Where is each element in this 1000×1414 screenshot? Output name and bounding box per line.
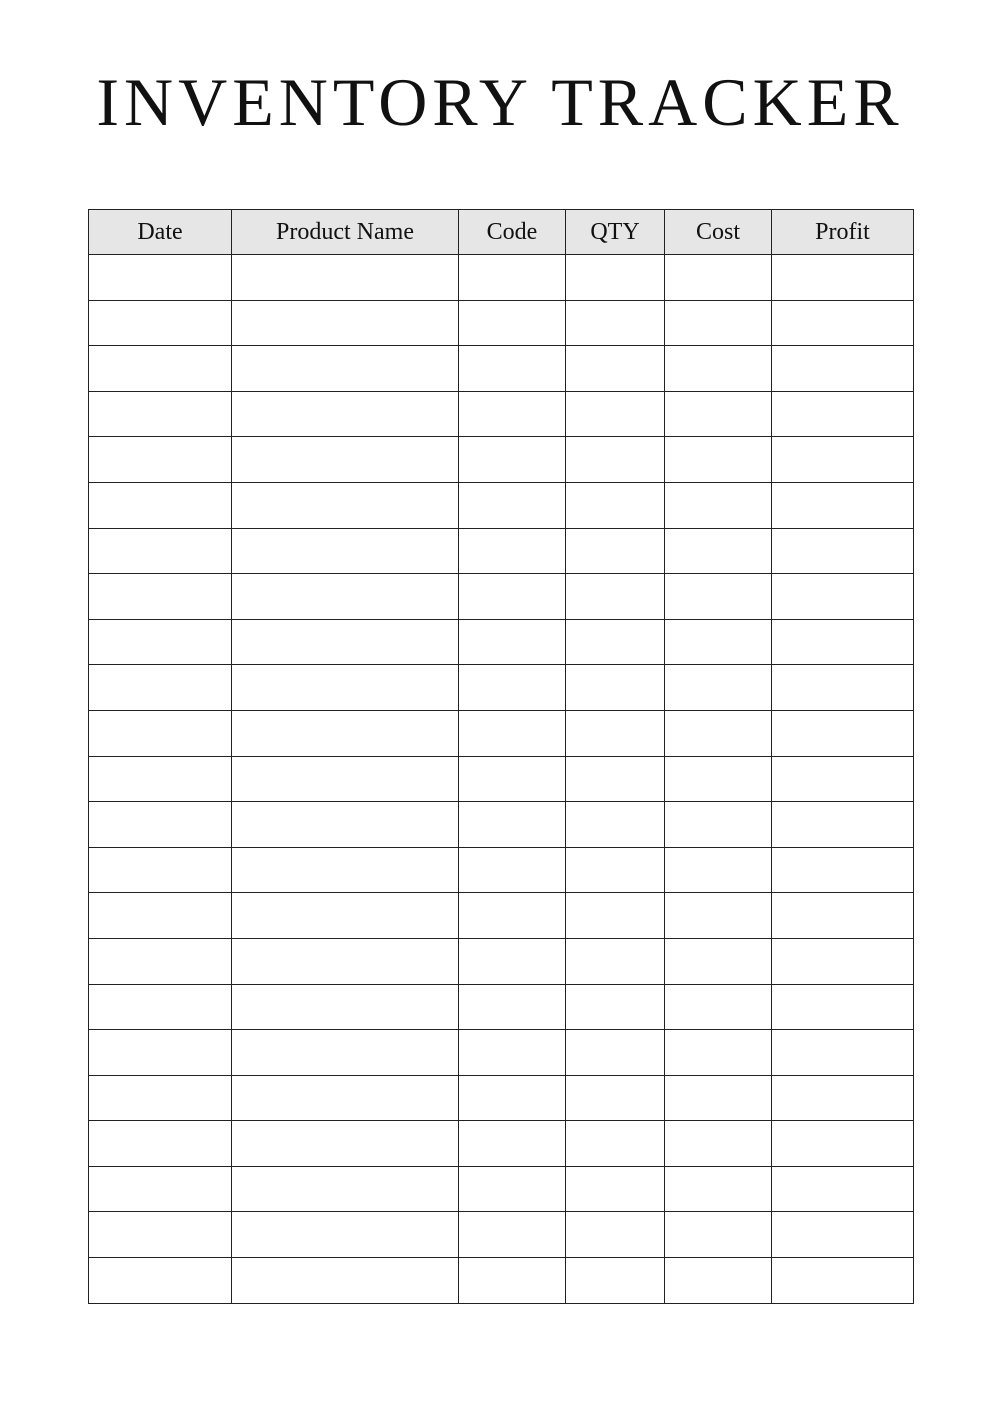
table-cell-code[interactable]: [459, 300, 566, 346]
table-cell-profit[interactable]: [772, 1212, 914, 1258]
table-cell-profit[interactable]: [772, 1030, 914, 1076]
table-row: [89, 255, 914, 301]
table-cell-date[interactable]: [89, 619, 232, 665]
table-row: [89, 1075, 914, 1121]
table-cell-product-name[interactable]: [232, 1121, 459, 1167]
table-cell-cost[interactable]: [665, 984, 772, 1030]
table-cell-date[interactable]: [89, 300, 232, 346]
column-header-product-name: Product Name: [232, 210, 459, 255]
table-cell-qty[interactable]: [566, 1121, 665, 1167]
table-row: [89, 437, 914, 483]
table-cell-code[interactable]: [459, 1166, 566, 1212]
table-cell-code[interactable]: [459, 528, 566, 574]
table-cell-product-name[interactable]: [232, 1212, 459, 1258]
table-row: [89, 938, 914, 984]
table-cell-date[interactable]: [89, 1030, 232, 1076]
table-cell-code[interactable]: [459, 574, 566, 620]
table-cell-product-name[interactable]: [232, 391, 459, 437]
table-cell-date[interactable]: [89, 665, 232, 711]
table-cell-profit[interactable]: [772, 528, 914, 574]
table-cell-cost[interactable]: [665, 255, 772, 301]
table-cell-profit[interactable]: [772, 756, 914, 802]
table-cell-code[interactable]: [459, 1075, 566, 1121]
table-cell-code[interactable]: [459, 391, 566, 437]
table-cell-product-name[interactable]: [232, 710, 459, 756]
table-cell-cost[interactable]: [665, 847, 772, 893]
table-cell-profit[interactable]: [772, 619, 914, 665]
table-cell-date[interactable]: [89, 391, 232, 437]
table-cell-qty[interactable]: [566, 665, 665, 711]
table-cell-cost[interactable]: [665, 300, 772, 346]
table-cell-cost[interactable]: [665, 1166, 772, 1212]
table-cell-product-name[interactable]: [232, 893, 459, 939]
table-cell-product-name[interactable]: [232, 1166, 459, 1212]
table-row: [89, 1166, 914, 1212]
table-cell-date[interactable]: [89, 255, 232, 301]
table-cell-qty[interactable]: [566, 893, 665, 939]
table-cell-cost[interactable]: [665, 710, 772, 756]
table-cell-product-name[interactable]: [232, 528, 459, 574]
table-cell-profit[interactable]: [772, 346, 914, 392]
table-body: [89, 255, 914, 1304]
table-row: [89, 756, 914, 802]
table-cell-date[interactable]: [89, 984, 232, 1030]
table-cell-profit[interactable]: [772, 300, 914, 346]
table-cell-product-name[interactable]: [232, 847, 459, 893]
table-cell-qty[interactable]: [566, 1075, 665, 1121]
table-cell-date[interactable]: [89, 437, 232, 483]
table-cell-cost[interactable]: [665, 1212, 772, 1258]
table-cell-cost[interactable]: [665, 1258, 772, 1304]
table-cell-code[interactable]: [459, 619, 566, 665]
table-cell-profit[interactable]: [772, 847, 914, 893]
table-cell-profit[interactable]: [772, 574, 914, 620]
table-cell-qty[interactable]: [566, 255, 665, 301]
table-row: [89, 346, 914, 392]
table-cell-code[interactable]: [459, 1212, 566, 1258]
table-cell-cost[interactable]: [665, 802, 772, 848]
table-cell-qty[interactable]: [566, 984, 665, 1030]
table-row: [89, 665, 914, 711]
table-cell-qty[interactable]: [566, 847, 665, 893]
table-cell-cost[interactable]: [665, 1030, 772, 1076]
table-cell-qty[interactable]: [566, 1212, 665, 1258]
table-row: [89, 984, 914, 1030]
column-header-profit: Profit: [772, 210, 914, 255]
table-cell-date[interactable]: [89, 1075, 232, 1121]
table-cell-date[interactable]: [89, 528, 232, 574]
table-cell-product-name[interactable]: [232, 437, 459, 483]
table-cell-qty[interactable]: [566, 528, 665, 574]
table-cell-profit[interactable]: [772, 665, 914, 711]
table-row: [89, 802, 914, 848]
table-cell-qty[interactable]: [566, 437, 665, 483]
table-cell-cost[interactable]: [665, 528, 772, 574]
table-cell-product-name[interactable]: [232, 665, 459, 711]
table-cell-profit[interactable]: [772, 1075, 914, 1121]
table-cell-profit[interactable]: [772, 437, 914, 483]
table-cell-product-name[interactable]: [232, 1075, 459, 1121]
table-cell-profit[interactable]: [772, 984, 914, 1030]
table-cell-cost[interactable]: [665, 893, 772, 939]
table-cell-product-name[interactable]: [232, 346, 459, 392]
table-cell-cost[interactable]: [665, 437, 772, 483]
table-row: [89, 847, 914, 893]
table-cell-cost[interactable]: [665, 574, 772, 620]
table-cell-cost[interactable]: [665, 346, 772, 392]
table-cell-qty[interactable]: [566, 1258, 665, 1304]
table-row: [89, 710, 914, 756]
table-cell-qty[interactable]: [566, 938, 665, 984]
table-cell-qty[interactable]: [566, 802, 665, 848]
table-cell-profit[interactable]: [772, 1121, 914, 1167]
column-header-date: Date: [89, 210, 232, 255]
table-cell-profit[interactable]: [772, 1258, 914, 1304]
table-cell-profit[interactable]: [772, 1166, 914, 1212]
table-cell-cost[interactable]: [665, 482, 772, 528]
table-cell-product-name[interactable]: [232, 938, 459, 984]
table-cell-product-name[interactable]: [232, 300, 459, 346]
table-cell-date[interactable]: [89, 938, 232, 984]
table-cell-date[interactable]: [89, 710, 232, 756]
table-cell-code[interactable]: [459, 1030, 566, 1076]
table-cell-qty[interactable]: [566, 1030, 665, 1076]
table-cell-qty[interactable]: [566, 710, 665, 756]
table-cell-date[interactable]: [89, 756, 232, 802]
table-cell-profit[interactable]: [772, 938, 914, 984]
table-cell-code[interactable]: [459, 665, 566, 711]
table-cell-date[interactable]: [89, 346, 232, 392]
table-cell-date[interactable]: [89, 1258, 232, 1304]
inventory-table: [88, 209, 914, 1304]
table-cell-qty[interactable]: [566, 482, 665, 528]
table-cell-profit[interactable]: [772, 255, 914, 301]
table-cell-code[interactable]: [459, 938, 566, 984]
column-header-code: Code: [459, 210, 566, 255]
table-row: [89, 391, 914, 437]
column-header-cost: Cost: [665, 210, 772, 255]
table-cell-qty[interactable]: [566, 346, 665, 392]
table-row: [89, 574, 914, 620]
table-row: [89, 619, 914, 665]
table-row: [89, 528, 914, 574]
table-cell-qty[interactable]: [566, 300, 665, 346]
table-cell-code[interactable]: [459, 255, 566, 301]
table-header-row: [89, 210, 914, 255]
table-row: [89, 893, 914, 939]
table-cell-code[interactable]: [459, 802, 566, 848]
table-cell-profit[interactable]: [772, 802, 914, 848]
table-cell-date[interactable]: [89, 1121, 232, 1167]
table-cell-code[interactable]: [459, 1258, 566, 1304]
table-cell-cost[interactable]: [665, 391, 772, 437]
table-cell-cost[interactable]: [665, 938, 772, 984]
table-cell-product-name[interactable]: [232, 574, 459, 620]
table-row: [89, 300, 914, 346]
column-header-qty: QTY: [566, 210, 665, 255]
table-cell-date[interactable]: [89, 1212, 232, 1258]
table-cell-date[interactable]: [89, 482, 232, 528]
table-cell-qty[interactable]: [566, 1166, 665, 1212]
table-cell-product-name[interactable]: [232, 1030, 459, 1076]
table-row: [89, 1030, 914, 1076]
table-cell-date[interactable]: [89, 574, 232, 620]
table-cell-date[interactable]: [89, 847, 232, 893]
table-row: [89, 482, 914, 528]
table-row: [89, 1212, 914, 1258]
table-cell-cost[interactable]: [665, 619, 772, 665]
table-row: [89, 1258, 914, 1304]
table-cell-product-name[interactable]: [232, 984, 459, 1030]
table-cell-code[interactable]: [459, 847, 566, 893]
table-cell-code[interactable]: [459, 984, 566, 1030]
table-cell-qty[interactable]: [566, 574, 665, 620]
table-cell-profit[interactable]: [772, 710, 914, 756]
table-cell-code[interactable]: [459, 710, 566, 756]
table-cell-code[interactable]: [459, 346, 566, 392]
table-cell-qty[interactable]: [566, 756, 665, 802]
table-cell-date[interactable]: [89, 1166, 232, 1212]
table-cell-code[interactable]: [459, 893, 566, 939]
table-cell-cost[interactable]: [665, 756, 772, 802]
table-cell-cost[interactable]: [665, 1075, 772, 1121]
table-cell-product-name[interactable]: [232, 1258, 459, 1304]
table-cell-qty[interactable]: [566, 391, 665, 437]
table-cell-product-name[interactable]: [232, 756, 459, 802]
table-cell-code[interactable]: [459, 756, 566, 802]
table-cell-code[interactable]: [459, 482, 566, 528]
table-cell-product-name[interactable]: [232, 619, 459, 665]
table-cell-code[interactable]: [459, 1121, 566, 1167]
table-cell-product-name[interactable]: [232, 482, 459, 528]
table-cell-profit[interactable]: [772, 482, 914, 528]
table-cell-date[interactable]: [89, 802, 232, 848]
table-cell-qty[interactable]: [566, 619, 665, 665]
table-cell-date[interactable]: [89, 893, 232, 939]
table-cell-cost[interactable]: [665, 1121, 772, 1167]
table-cell-profit[interactable]: [772, 893, 914, 939]
table-cell-cost[interactable]: [665, 665, 772, 711]
page-title: INVENTORY TRACKER: [96, 64, 904, 140]
table-cell-profit[interactable]: [772, 391, 914, 437]
table-cell-product-name[interactable]: [232, 802, 459, 848]
table-cell-product-name[interactable]: [232, 255, 459, 301]
table-row: [89, 1121, 914, 1167]
table-cell-code[interactable]: [459, 437, 566, 483]
